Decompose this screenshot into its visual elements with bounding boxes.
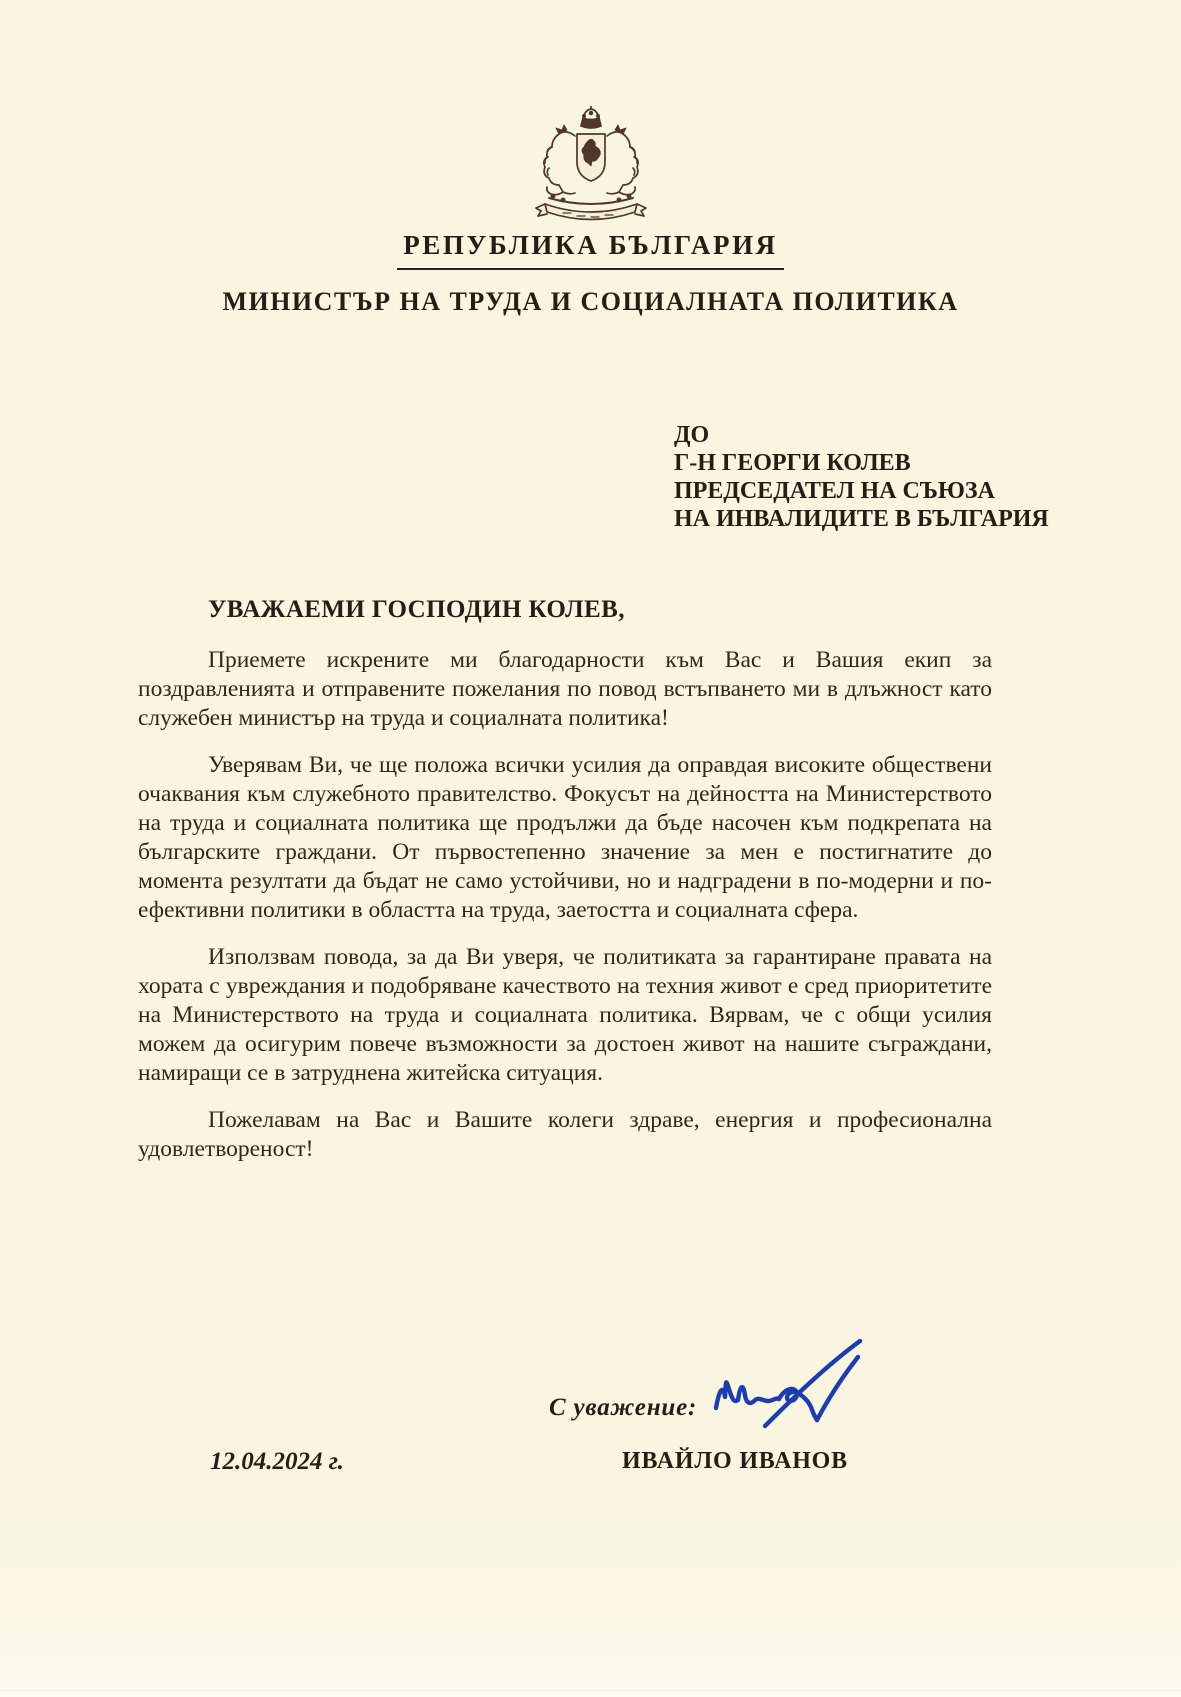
paragraph-2: Уверявам Ви, че ще положа всички усилия да оправдая високите обществени очаквания към служебното правителство. Фокусът на дейността на Министерството на труда и социалната политика ще продължи да бъде насочен към подкрепата на българските граждани. От първостепенно значение за мен е постигнатите до момента резултати да бъдат не само устойчиви, но и надградени в по-модерни и по-ефективни политики в областта на труда, заетостта и социалната сфера. (138, 752, 992, 923)
salutation: УВАЖАЕМИ ГОСПОДИН КОЛЕВ, (208, 596, 625, 623)
recipient-line-name: Г-Н ГЕОРГИ КОЛЕВ (674, 450, 911, 476)
republic-heading-text: РЕПУБЛИКА БЪЛГАРИЯ (397, 230, 784, 270)
paragraph-1: Приемете искрените ми благодарности към Вас и Вашия екип за поздравленията и отправените пожелания по повод встъпването ми в длъжност като служебен министър на труда и социалната политика! (138, 647, 992, 731)
minister-title: МИНИСТЪР НА ТРУДА И СОЦИАЛНАТА ПОЛИТИКА (222, 287, 959, 316)
recipient-line-to: ДО (674, 422, 710, 448)
letter-body (138, 646, 992, 1182)
paragraph-4: Пожелавам на Вас и Вашите колеги здраве, енергия и професионална удовлетвореност! (138, 1107, 992, 1162)
letter-date: 12.04.2024 г. (210, 1448, 344, 1475)
paragraph-3: Използвам повода, за да Ви уверя, че политиката за гарантиране правата на хората с увреждания и подобряване качеството на техния живот е сред приоритетите на Министерството на труда и социалната политика. Вярвам, че с общи усилия можем да осигурим повече възможности за достоен живот на нашите съграждани, намиращи се в затруднена житейска ситуация. (138, 944, 992, 1086)
signature-icon (708, 1336, 870, 1438)
scan-edge (0, 1690, 1181, 1697)
republic-heading (0, 230, 1181, 270)
recipient-line-title-1: ПРЕДСЕДАТЕЛ НА СЪЮЗА (674, 478, 995, 504)
recipient-line-title-2: НА ИНВАЛИДИТЕ В БЪЛГАРИЯ (674, 506, 1049, 532)
signer-name: ИВАЙЛО ИВАНОВ (622, 1448, 848, 1474)
recipient-block (674, 421, 1049, 533)
closing-label: С уважение: (549, 1394, 698, 1421)
coat-of-arms-icon (505, 106, 677, 228)
